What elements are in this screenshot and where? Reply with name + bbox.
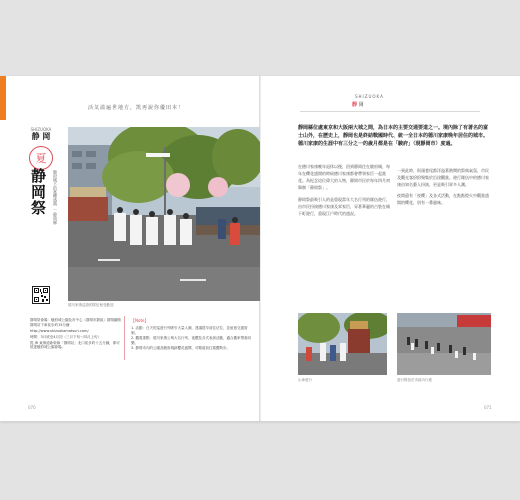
page-number-left: 070: [28, 405, 36, 410]
body-paragraph: 一到此時，街頭巷尾都洋溢著熱鬧的祭典氣氛，市民及觀光客紛紛聚集於沿途觀賞。遊行隊伍中的德川家康由知名藝人扮演，更是吸引眾多人潮。: [397, 168, 489, 187]
festival-photo: [68, 127, 260, 301]
page-number-right: 071: [484, 405, 492, 410]
header-zh-1: 靜: [352, 102, 358, 108]
region-label: [30, 127, 52, 141]
note-item: 2. 觀賞重點：德川家康公與大名行列、夜櫻及各式表演活動，適合攜家帶眷同樂。: [131, 336, 251, 345]
info-block: [30, 318, 122, 351]
body-paragraph: 在德川家康晚年退休以後，回到靜岡住在駿府城，每年在櫻花盛開的時候德川家康都會帶領家臣一起賞花。為紀念這位偉大的人物，靜岡市民於每年四月初舉辦「靜岡祭」。: [298, 164, 390, 190]
notes-heading: 【Note】: [131, 318, 149, 323]
info-access: 從 JR 東海道新幹線「靜岡站」北口徒步約十五分鐘，即可抵達駿府城公園會場。: [30, 340, 120, 349]
info-time: 時間：3月底至4月初（三月下旬～四月上旬）: [30, 334, 101, 339]
region-zh: 静 岡: [31, 132, 51, 141]
body-paragraph: 夜間還有「夜櫻」及各式活動，在點點燈火中觀賞盛開的櫻花，別有一番風味。: [397, 193, 489, 205]
article-title: 静岡祭: [31, 167, 47, 217]
info-location: 靜岡祭會場：駿府城公園及市中心（靜岡市靜區）靜岡鐵路靜岡站下車徒步約15分鐘: [30, 318, 121, 327]
region-en: SHIZUOKA: [30, 127, 52, 132]
section-tab: [0, 76, 6, 120]
body-column-right: [397, 163, 489, 210]
header-zh-2: 岡: [358, 102, 364, 108]
qr-code[interactable]: [32, 286, 50, 304]
vertical-subtitle: 駿府城下的賞櫻盛典 ｜ 静岡縣: [53, 170, 58, 225]
photo-caption: 德川家康巡遊的隊伍極受歡迎: [68, 303, 114, 307]
season-badge-text: 夏: [35, 152, 47, 165]
info-divider: [124, 316, 125, 360]
notes-block: [131, 318, 253, 352]
header-zh: [352, 101, 364, 108]
body-paragraph: 靜岡祭最吸引人的是重現當年大名行列的隊伍遊行，由市民扮演德川家康及眾家臣，穿著華麗的古裝在城下町遊行，重現江戶時代的盛況。: [298, 197, 390, 216]
small-photo-float: [298, 313, 387, 375]
note-item: 1. 活動：白天的巡遊行列吸引大量人潮，建議提早前往佔位，並留意交通管制。: [131, 326, 248, 335]
info-website[interactable]: http://www.shizuokamatsuri.com/: [30, 328, 89, 333]
lead-paragraph: 靜岡縣位處東京和大阪兩大城之間，為日本的主要交通要道之一。境內除了有著名的富士山外，在歷史上，靜岡也是終結戰國時代、統一全日本的德川家康晚年居住的城市。德川家康的生涯中有三分之一的歲月都是在「駿府」（現靜岡市）度過。: [298, 125, 489, 147]
header-en: SHIZUOKA: [355, 94, 384, 99]
small-photo-parade: [397, 313, 491, 375]
header-rule: [300, 111, 480, 112]
page-slogan: 活気溢遍世地方，凯再說你優田本！: [88, 105, 185, 111]
caption-right: 遊行隊伍於市區內行進: [397, 378, 432, 382]
body-column-left: [298, 163, 390, 222]
note-item: 3. 靜岡市內的公園及駿府城跡櫻花盛開，可順道前往賞櫻散步。: [131, 346, 230, 350]
caption-left: 山車遊行: [298, 378, 312, 382]
